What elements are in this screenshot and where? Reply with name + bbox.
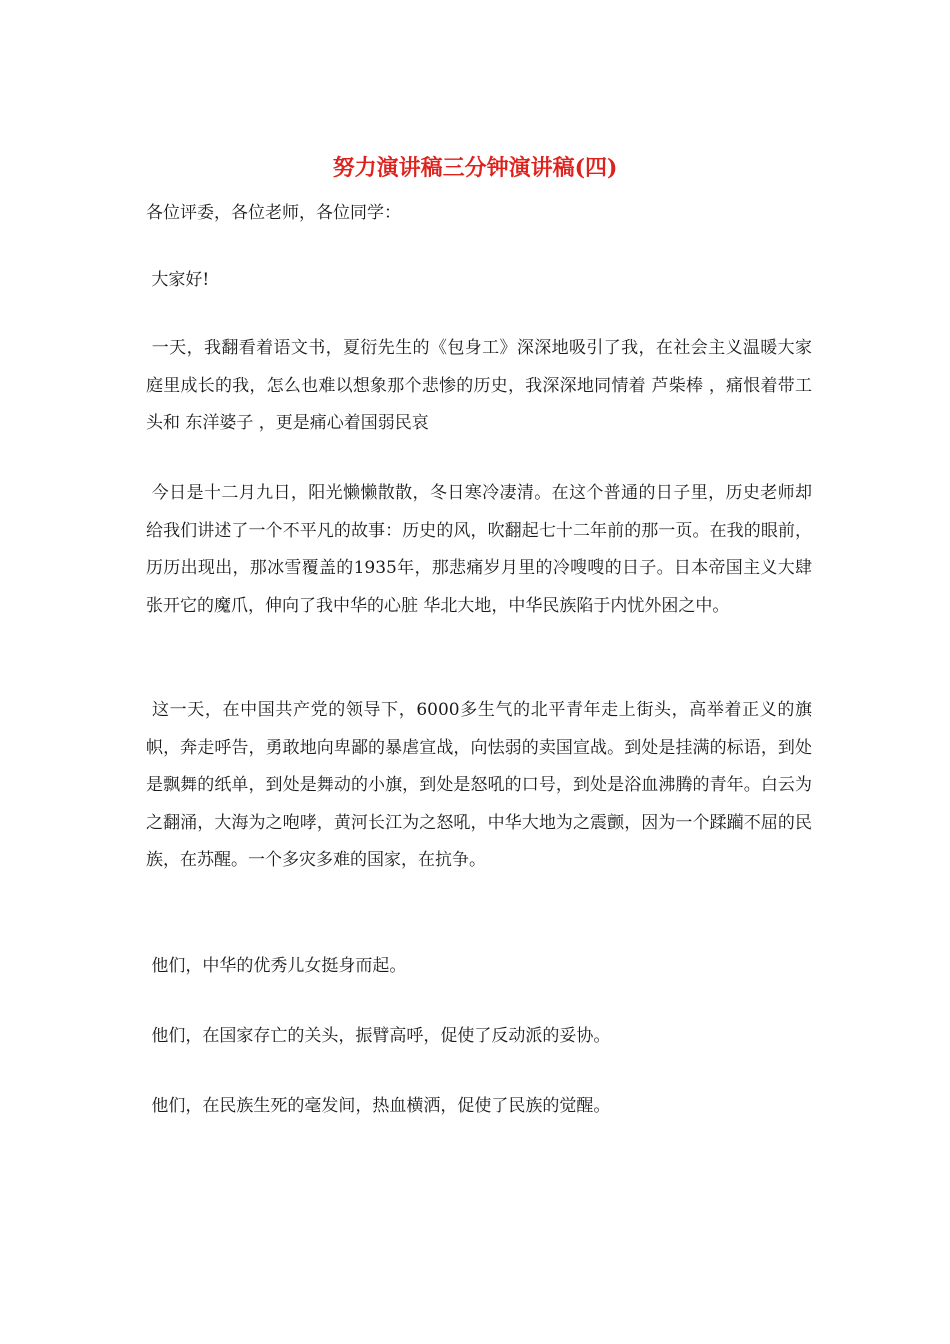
body-paragraph-2: 今日是十二月九日，阳光懒懒散散，冬日寒冷凄清。在这个普通的日子里，历史老师却给我们讲述了一个不平凡的故事：历史的风，吹翻起七十二年前的那一页。在我的眼前，历历出现出，那冰雪覆盖的1935年，那悲痛岁月里的冷嗖嗖的日子。日本帝国主义大肆张开它的魔爪，伸向了我中华的心脏 华北大地，中华民族陷于内忧外困之中。: [146, 483, 813, 616]
body-paragraph-4: 他们，中华的优秀儿女挺身而起。: [146, 956, 407, 976]
greeting-paragraph: 大家好!: [146, 270, 210, 290]
body-paragraph-3: 这一天，在中国共产党的领导下，6000多生气的北平青年走上街头，高举着正义的旗帜，奔走呼告，勇敢地向卑鄙的暴虐宣战，向怯弱的卖国宣战。到处是挂满的标语，到处是飘舞的纸单，到处是舞动的小旗，到处是怒吼的口号，到处是浴血沸腾的青年。白云为之翻涌，大海为之咆哮，黄河长江为之怒吼，中华大地为之震颤，因为一个蹂躏不屈的民族，在苏醒。一个多灾多难的国家，在抗争。: [146, 700, 813, 870]
salutation-paragraph: 各位评委，各位老师，各位同学：: [146, 203, 401, 223]
body-paragraph-6: 他们，在民族生死的毫发间，热血横洒，促使了民族的觉醒。: [146, 1096, 611, 1116]
document-title: 努力演讲稿三分钟演讲稿(四): [332, 155, 618, 181]
body-paragraph-5: 他们，在国家存亡的关头，振臂高呼，促使了反动派的妥协。: [146, 1026, 611, 1046]
body-paragraph-1: 一天，我翻看着语文书，夏衍先生的《包身工》深深地吸引了我，在社会主义温暖大家庭里成长的我，怎么也难以想象那个悲惨的历史，我深深地同情着 芦柴棒 ，痛恨着带工头和 东洋婆子 ，更是痛心着国弱民哀: [146, 338, 813, 433]
